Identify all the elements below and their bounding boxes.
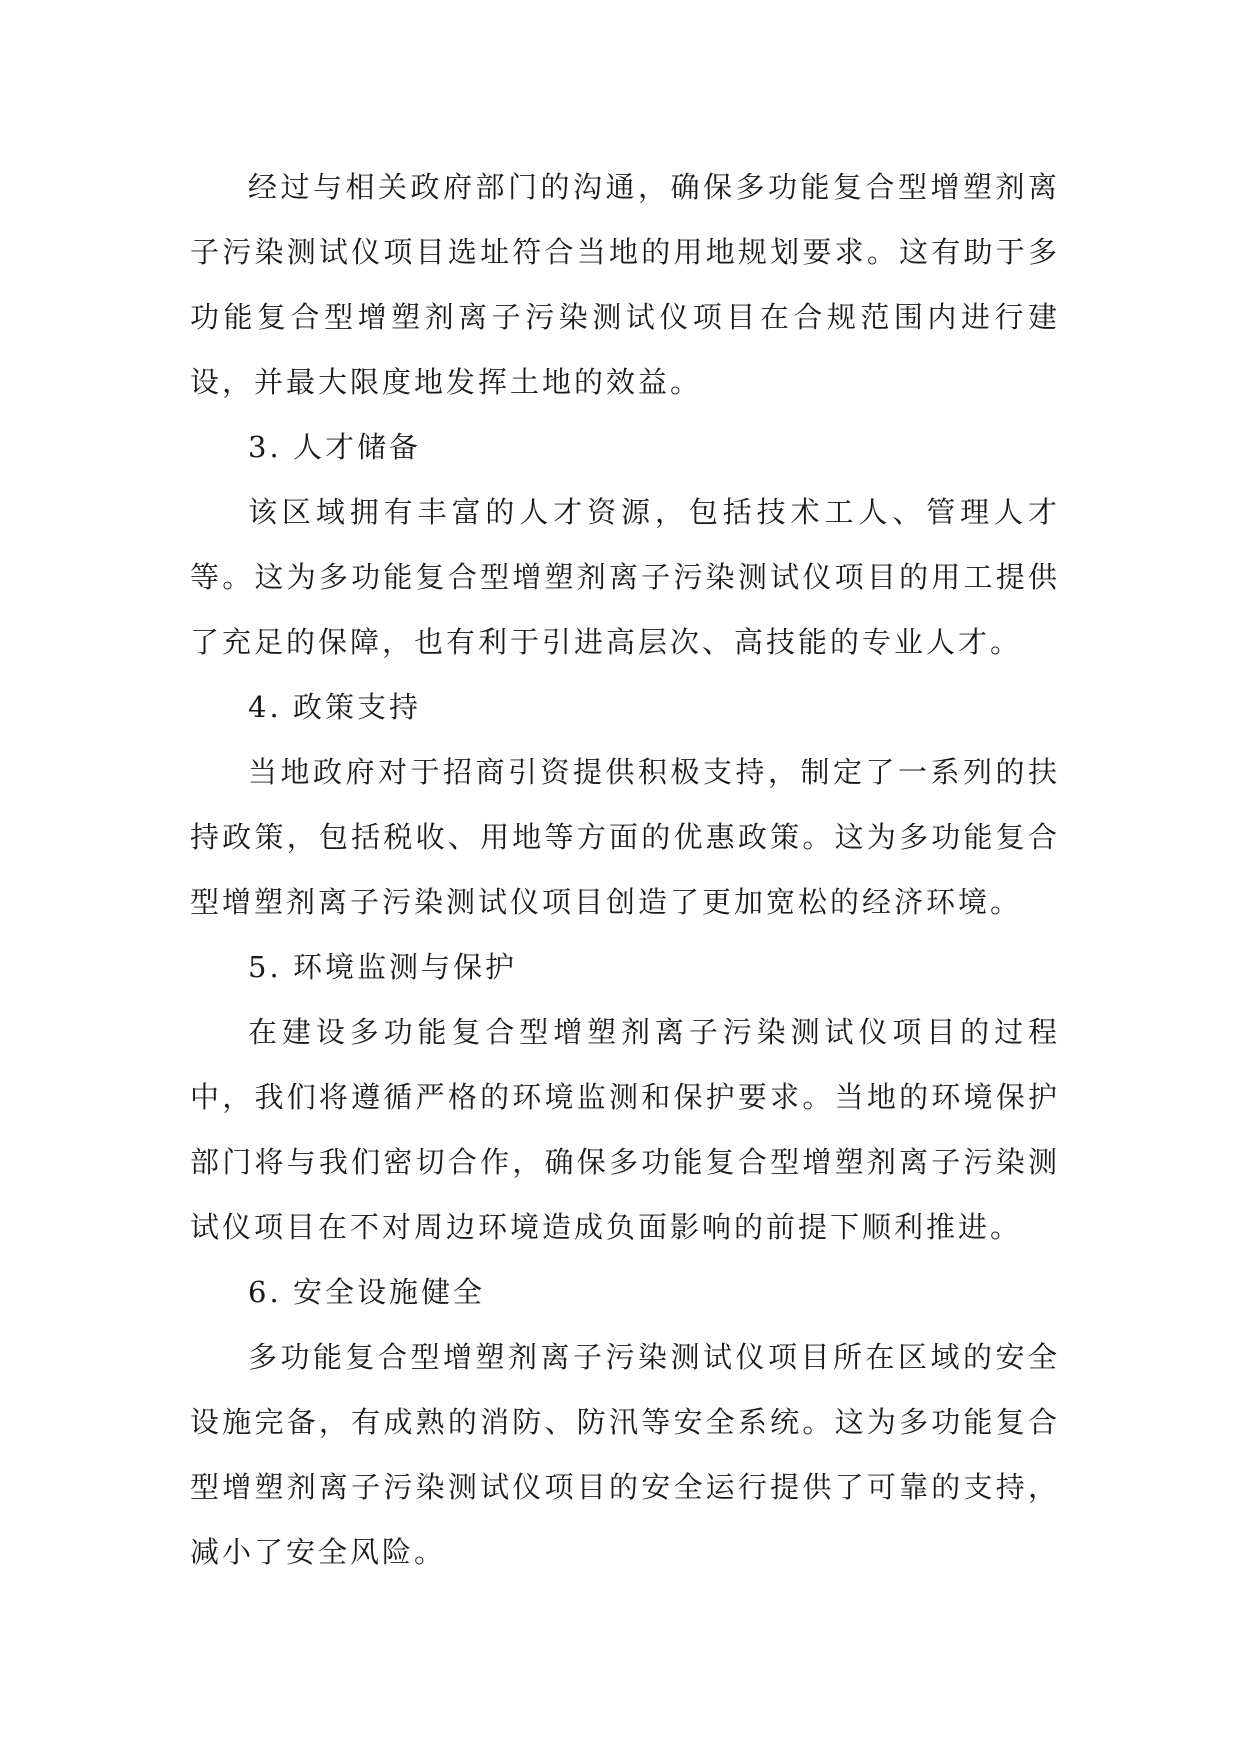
heading-number: 5.	[248, 950, 282, 984]
heading-number: 6.	[248, 1275, 282, 1309]
heading-text: 环境监测与保护	[293, 950, 518, 984]
heading-number: 3.	[248, 430, 282, 464]
heading-text: 政策支持	[293, 690, 422, 724]
heading-environment-protection	[190, 935, 1060, 1000]
heading-safety-facilities	[190, 1260, 1060, 1325]
paragraph-policy-support: 当地政府对于招商引资提供积极支持，制定了一系列的扶持政策，包括税收、用地等方面的优惠政策。这为多功能复合型增塑剂离子污染测试仪项目创造了更加宽松的经济环境。	[190, 755, 1060, 919]
paragraph-environment-protection: 在建设多功能复合型增塑剂离子污染测试仪项目的过程中，我们将遵循严格的环境监测和保护要求。当地的环境保护部门将与我们密切合作，确保多功能复合型增塑剂离子污染测试仪项目在不对周边环境造成负面影响的前提下顺利推进。	[190, 1015, 1060, 1244]
heading-policy-support	[190, 675, 1060, 740]
heading-number: 4.	[248, 690, 282, 724]
heading-talent-reserve	[190, 415, 1060, 480]
heading-text: 安全设施健全	[293, 1275, 486, 1309]
heading-text: 人才储备	[293, 430, 422, 464]
paragraph-safety-facilities: 多功能复合型增塑剂离子污染测试仪项目所在区域的安全设施完备，有成熟的消防、防汛等安全系统。这为多功能复合型增塑剂离子污染测试仪项目的安全运行提供了可靠的支持，减小了安全风险。	[190, 1340, 1060, 1569]
document-body	[190, 155, 1060, 1585]
paragraph-land-planning: 经过与相关政府部门的沟通，确保多功能复合型增塑剂离子污染测试仪项目选址符合当地的用地规划要求。这有助于多功能复合型增塑剂离子污染测试仪项目在合规范围内进行建设，并最大限度地发挥土地的效益。	[190, 170, 1060, 399]
paragraph-talent-reserve: 该区域拥有丰富的人才资源，包括技术工人、管理人才等。这为多功能复合型增塑剂离子污染测试仪项目的用工提供了充足的保障，也有利于引进高层次、高技能的专业人才。	[190, 495, 1060, 659]
